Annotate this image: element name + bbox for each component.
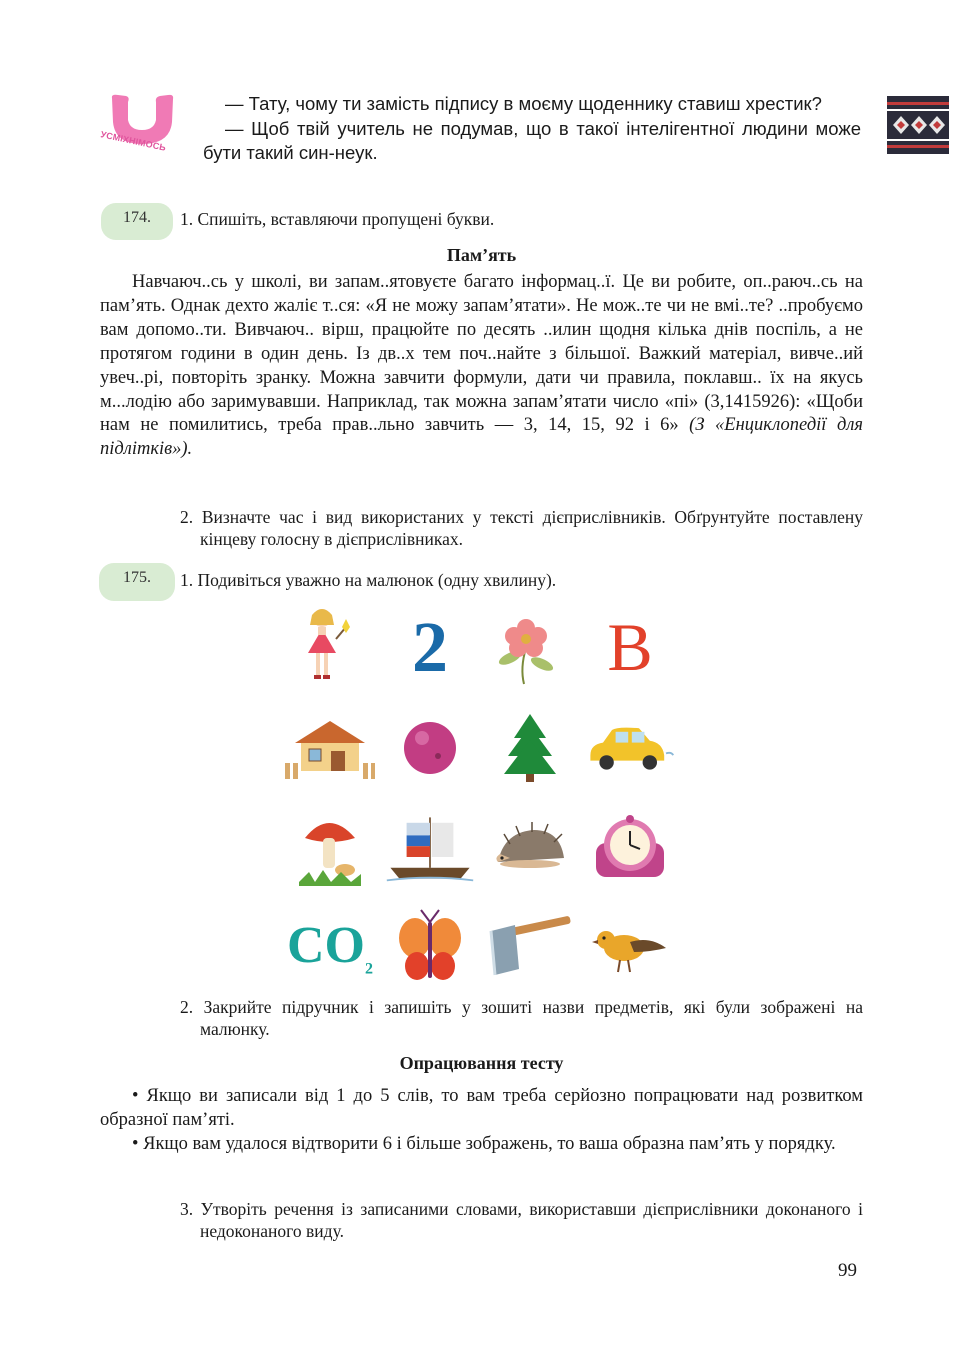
ornament-strip — [887, 96, 949, 154]
task-175-instruction-2: 2. Закрийте підручник і запишіть у зошиті назви предметів, які були зображені на малюнку. — [180, 997, 863, 1039]
co2-picture — [285, 905, 375, 990]
memory-text-body: Навчаюч..сь у школі, ви запам..ятовуєте багато інформац..ї. Це ви робите, оп..раюч..сь на пам’ять. Однак дехто жаліє т..ся: «Я не можу запам’ятати». Не мож..те чи не вмі..те? ..пробуємо вам допомо..ти. Вивчаюч.. вірш, працюйте по десять ..илин щодня кілька днів поспіль, а не протягом години в один день. Із дв..х тем поч..найте з більшої. Важкий матеріал, вивче..ий увеч..рі, повторіть зранку. Можна завчити формули, дати чи правила, поклавш.. їх на якусь м...лодію або заримувавши. Наприклад, так можна запам’ятати число «пі» (3,1415926): «Щоби нам не помилитись, треба прав..льно завчить — 3, 14, 15, 92 і 6» — [100, 272, 863, 436]
house-picture — [285, 705, 375, 790]
page-number: 99 — [838, 1260, 857, 1281]
smile-logo-caption: УСМІХНІМОСЬ — [99, 129, 167, 153]
task-175-instruction: 1. Подивіться уважно на малюнок (одну хвилину). — [180, 570, 557, 590]
butterfly-picture — [385, 905, 475, 990]
girl-picture — [285, 605, 375, 690]
joke-line-1: — Тату, чому ти замість підпису в моєму щоденнику ставиш хрестик? — [225, 93, 822, 114]
task-174-instruction-2: 2. Визначте час і вид використаних у тексті дієприслівників. Обґрунтуйте поставлену кінцеву голосну в дієприслівниках. — [180, 507, 863, 549]
text-title: Пам’ять — [446, 245, 517, 265]
result-bullet-1: • Якщо ви записали від 1 до 5 слів, то вам треба серйозно попрацювати над розвитком образної пам’яті. — [100, 1086, 863, 1130]
co2-main: CO — [287, 917, 365, 975]
task-174-number: 174. — [101, 203, 173, 240]
ball-picture — [385, 705, 475, 790]
bird-picture — [585, 905, 675, 990]
car-picture — [585, 705, 675, 790]
result-bullet-2: • Якщо вам удалося відтворити 6 і більше зображень, то ваша образна пам’ять у порядку. — [132, 1133, 836, 1154]
fir-tree-picture — [485, 705, 575, 790]
digit-two-picture — [385, 605, 475, 690]
task-175-number: 175. — [99, 563, 175, 601]
hedgehog-picture — [485, 805, 575, 890]
ship-picture — [385, 805, 475, 890]
test-results — [100, 1085, 863, 1157]
task-175-instruction-3: 3. Утворіть речення із записаними словами, використавши дієприслівники доконаного і недоконаного виду. — [180, 1199, 863, 1241]
co2-formula — [287, 916, 373, 978]
smile-logo-icon — [98, 92, 188, 162]
smile-logo — [98, 92, 188, 162]
memory-text — [100, 271, 863, 462]
joke-block — [203, 92, 861, 166]
axe-picture — [485, 905, 575, 990]
joke-line-2: — Щоб твій учитель не подумав, що в такої інтелігентної людини може бути такий син-неук. — [203, 117, 861, 163]
co2-subscript: 2 — [365, 960, 373, 978]
picture-grid — [285, 605, 685, 990]
letter-v-picture — [585, 605, 675, 690]
digit-two: 2 — [412, 607, 448, 687]
memory-text-source: (З «Енциклопедії для підлітків»). — [100, 415, 864, 460]
flower-picture — [485, 605, 575, 690]
alarm-clock-picture — [585, 805, 675, 890]
letter-v: В — [607, 609, 653, 685]
test-title: Опрацювання тесту — [399, 1053, 564, 1073]
task-174-instruction: 1. Спишіть, вставляючи пропущені букви. — [180, 209, 495, 229]
mushroom-picture — [285, 805, 375, 890]
